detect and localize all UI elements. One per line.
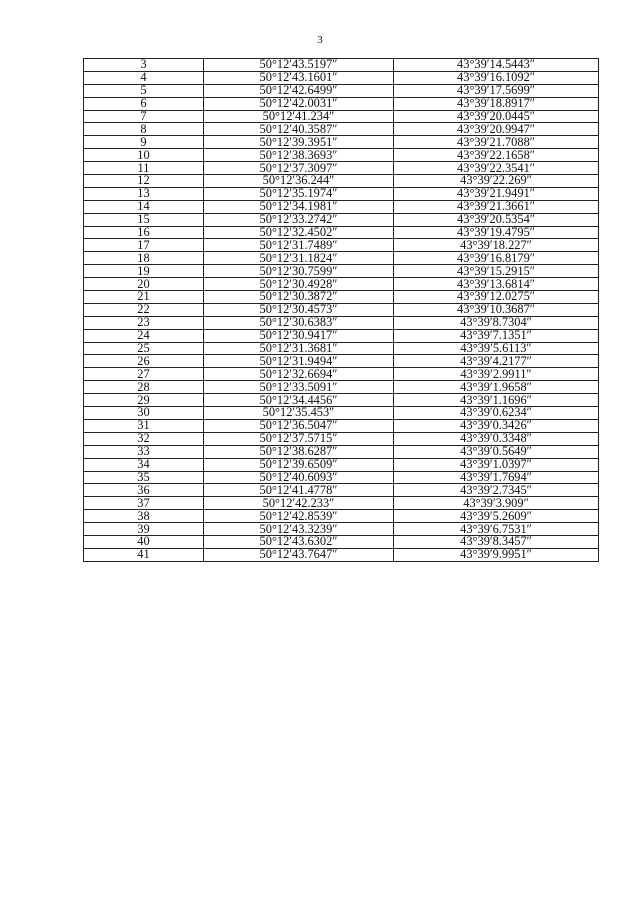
point-number-cell: 22	[84, 303, 204, 316]
latitude-cell: 50°12′33.5091″	[204, 381, 394, 394]
table-row	[84, 71, 599, 84]
table-row	[84, 239, 599, 252]
point-number-cell: 39	[84, 523, 204, 536]
table-row	[84, 187, 599, 200]
point-number-cell: 34	[84, 458, 204, 471]
latitude-cell: 50°12′39.3951″	[204, 136, 394, 149]
longitude-cell: 43°39′13.6814″	[394, 278, 599, 291]
point-number-cell: 29	[84, 394, 204, 407]
table-row	[84, 213, 599, 226]
latitude-cell: 50°12′38.6287″	[204, 445, 394, 458]
longitude-cell: 43°39′16.1092″	[394, 71, 599, 84]
point-number-cell: 27	[84, 368, 204, 381]
point-number-cell: 41	[84, 548, 204, 561]
point-number-cell: 20	[84, 278, 204, 291]
longitude-cell: 43°39′10.3687″	[394, 303, 599, 316]
point-number-cell: 33	[84, 445, 204, 458]
latitude-cell: 50°12′32.4502″	[204, 226, 394, 239]
longitude-cell: 43°39′5.6113″	[394, 342, 599, 355]
latitude-cell: 50°12′37.3097″	[204, 162, 394, 175]
longitude-cell: 43°39′2.7345″	[394, 484, 599, 497]
longitude-cell: 43°39′20.5354″	[394, 213, 599, 226]
table-row	[84, 535, 599, 548]
longitude-cell: 43°39′4.2177″	[394, 355, 599, 368]
point-number-cell: 8	[84, 123, 204, 136]
point-number-cell: 40	[84, 535, 204, 548]
longitude-cell: 43°39′21.3661″	[394, 200, 599, 213]
table-row	[84, 265, 599, 278]
table-row	[84, 368, 599, 381]
latitude-cell: 50°12′30.7599″	[204, 265, 394, 278]
latitude-cell: 50°12′38.3693″	[204, 149, 394, 162]
table-row	[84, 381, 599, 394]
coordinates-table	[83, 58, 599, 562]
latitude-cell: 50°12′37.5715″	[204, 432, 394, 445]
longitude-cell: 43°39′2.9911″	[394, 368, 599, 381]
point-number-cell: 36	[84, 484, 204, 497]
longitude-cell: 43°39′0.3426″	[394, 419, 599, 432]
table-row	[84, 471, 599, 484]
table-row	[84, 84, 599, 97]
table-row	[84, 316, 599, 329]
table-row	[84, 291, 599, 304]
table-row	[84, 510, 599, 523]
longitude-cell: 43°39′7.1351″	[394, 329, 599, 342]
longitude-cell: 43°39′22.3541″	[394, 162, 599, 175]
point-number-cell: 30	[84, 407, 204, 420]
point-number-cell: 26	[84, 355, 204, 368]
point-number-cell: 21	[84, 291, 204, 304]
longitude-cell: 43°39′1.9658″	[394, 381, 599, 394]
longitude-cell: 43°39′8.7304″	[394, 316, 599, 329]
latitude-cell: 50°12′31.1824″	[204, 252, 394, 265]
table-row	[84, 252, 599, 265]
longitude-cell: 43°39′3.909″	[394, 497, 599, 510]
point-number-cell: 31	[84, 419, 204, 432]
longitude-cell: 43°39′0.6234″	[394, 407, 599, 420]
latitude-cell: 50°12′32.6694″	[204, 368, 394, 381]
point-number-cell: 7	[84, 110, 204, 123]
latitude-cell: 50°12′43.1601″	[204, 71, 394, 84]
latitude-cell: 50°12′30.6383″	[204, 316, 394, 329]
table-row	[84, 432, 599, 445]
table-row	[84, 445, 599, 458]
longitude-cell: 43°39′22.269″	[394, 175, 599, 188]
latitude-cell: 50°12′41.234″	[204, 110, 394, 123]
point-number-cell: 14	[84, 200, 204, 213]
longitude-cell: 43°39′0.5649″	[394, 445, 599, 458]
longitude-cell: 43°39′22.1658″	[394, 149, 599, 162]
table-row	[84, 278, 599, 291]
point-number-cell: 9	[84, 136, 204, 149]
point-number-cell: 3	[84, 59, 204, 72]
latitude-cell: 50°12′43.7647″	[204, 548, 394, 561]
longitude-cell: 43°39′15.2915″	[394, 265, 599, 278]
latitude-cell: 50°12′34.4456″	[204, 394, 394, 407]
point-number-cell: 16	[84, 226, 204, 239]
point-number-cell: 13	[84, 187, 204, 200]
table-row	[84, 407, 599, 420]
latitude-cell: 50°12′40.3587″	[204, 123, 394, 136]
longitude-cell: 43°39′21.9491″	[394, 187, 599, 200]
latitude-cell: 50°12′41.4778″	[204, 484, 394, 497]
longitude-cell: 43°39′0.3348″	[394, 432, 599, 445]
page-number: 3	[317, 34, 323, 46]
table-row	[84, 162, 599, 175]
point-number-cell: 37	[84, 497, 204, 510]
point-number-cell: 35	[84, 471, 204, 484]
point-number-cell: 12	[84, 175, 204, 188]
point-number-cell: 24	[84, 329, 204, 342]
longitude-cell: 43°39′8.3457″	[394, 535, 599, 548]
point-number-cell: 6	[84, 97, 204, 110]
latitude-cell: 50°12′36.244″	[204, 175, 394, 188]
longitude-cell: 43°39′1.1696″	[394, 394, 599, 407]
table-row	[84, 136, 599, 149]
point-number-cell: 25	[84, 342, 204, 355]
table-row	[84, 110, 599, 123]
point-number-cell: 4	[84, 71, 204, 84]
table-row	[84, 329, 599, 342]
table-row	[84, 523, 599, 536]
point-number-cell: 19	[84, 265, 204, 278]
table-row	[84, 303, 599, 316]
table-row	[84, 497, 599, 510]
longitude-cell: 43°39′20.0445″	[394, 110, 599, 123]
latitude-cell: 50°12′31.3681″	[204, 342, 394, 355]
latitude-cell: 50°12′42.6499″	[204, 84, 394, 97]
point-number-cell: 17	[84, 239, 204, 252]
longitude-cell: 43°39′1.7694″	[394, 471, 599, 484]
table-row	[84, 226, 599, 239]
table-row	[84, 149, 599, 162]
table-row	[84, 97, 599, 110]
latitude-cell: 50°12′40.6093″	[204, 471, 394, 484]
point-number-cell: 10	[84, 149, 204, 162]
point-number-cell: 15	[84, 213, 204, 226]
longitude-cell: 43°39′14.5443″	[394, 59, 599, 72]
table-row	[84, 342, 599, 355]
latitude-cell: 50°12′42.0031″	[204, 97, 394, 110]
table-row	[84, 175, 599, 188]
latitude-cell: 50°12′30.3872″	[204, 291, 394, 304]
latitude-cell: 50°12′42.8539″	[204, 510, 394, 523]
longitude-cell: 43°39′17.5699″	[394, 84, 599, 97]
table-row	[84, 123, 599, 136]
latitude-cell: 50°12′42.233″	[204, 497, 394, 510]
table-row	[84, 458, 599, 471]
point-number-cell: 23	[84, 316, 204, 329]
latitude-cell: 50°12′31.9494″	[204, 355, 394, 368]
point-number-cell: 28	[84, 381, 204, 394]
latitude-cell: 50°12′30.4573″	[204, 303, 394, 316]
longitude-cell: 43°39′6.7531″	[394, 523, 599, 536]
point-number-cell: 32	[84, 432, 204, 445]
longitude-cell: 43°39′19.4795″	[394, 226, 599, 239]
table-row	[84, 484, 599, 497]
point-number-cell: 18	[84, 252, 204, 265]
latitude-cell: 50°12′31.7489″	[204, 239, 394, 252]
latitude-cell: 50°12′35.453″	[204, 407, 394, 420]
latitude-cell: 50°12′33.2742″	[204, 213, 394, 226]
latitude-cell: 50°12′30.9417″	[204, 329, 394, 342]
table-row	[84, 59, 599, 72]
longitude-cell: 43°39′5.2609″	[394, 510, 599, 523]
longitude-cell: 43°39′9.9951″	[394, 548, 599, 561]
point-number-cell: 11	[84, 162, 204, 175]
latitude-cell: 50°12′35.1974″	[204, 187, 394, 200]
coordinates-table-body	[84, 59, 599, 562]
latitude-cell: 50°12′43.5197″	[204, 59, 394, 72]
table-row	[84, 394, 599, 407]
table-row	[84, 419, 599, 432]
table-row	[84, 548, 599, 561]
longitude-cell: 43°39′16.8179″	[394, 252, 599, 265]
point-number-cell: 38	[84, 510, 204, 523]
latitude-cell: 50°12′36.5047″	[204, 419, 394, 432]
point-number-cell: 5	[84, 84, 204, 97]
latitude-cell: 50°12′30.4928″	[204, 278, 394, 291]
longitude-cell: 43°39′1.0397″	[394, 458, 599, 471]
longitude-cell: 43°39′18.227″	[394, 239, 599, 252]
longitude-cell: 43°39′12.0275″	[394, 291, 599, 304]
longitude-cell: 43°39′21.7088″	[394, 136, 599, 149]
latitude-cell: 50°12′43.6302″	[204, 535, 394, 548]
longitude-cell: 43°39′18.8917″	[394, 97, 599, 110]
table-row	[84, 355, 599, 368]
table-row	[84, 200, 599, 213]
longitude-cell: 43°39′20.9947″	[394, 123, 599, 136]
latitude-cell: 50°12′43.3239″	[204, 523, 394, 536]
latitude-cell: 50°12′34.1981″	[204, 200, 394, 213]
latitude-cell: 50°12′39.6509″	[204, 458, 394, 471]
